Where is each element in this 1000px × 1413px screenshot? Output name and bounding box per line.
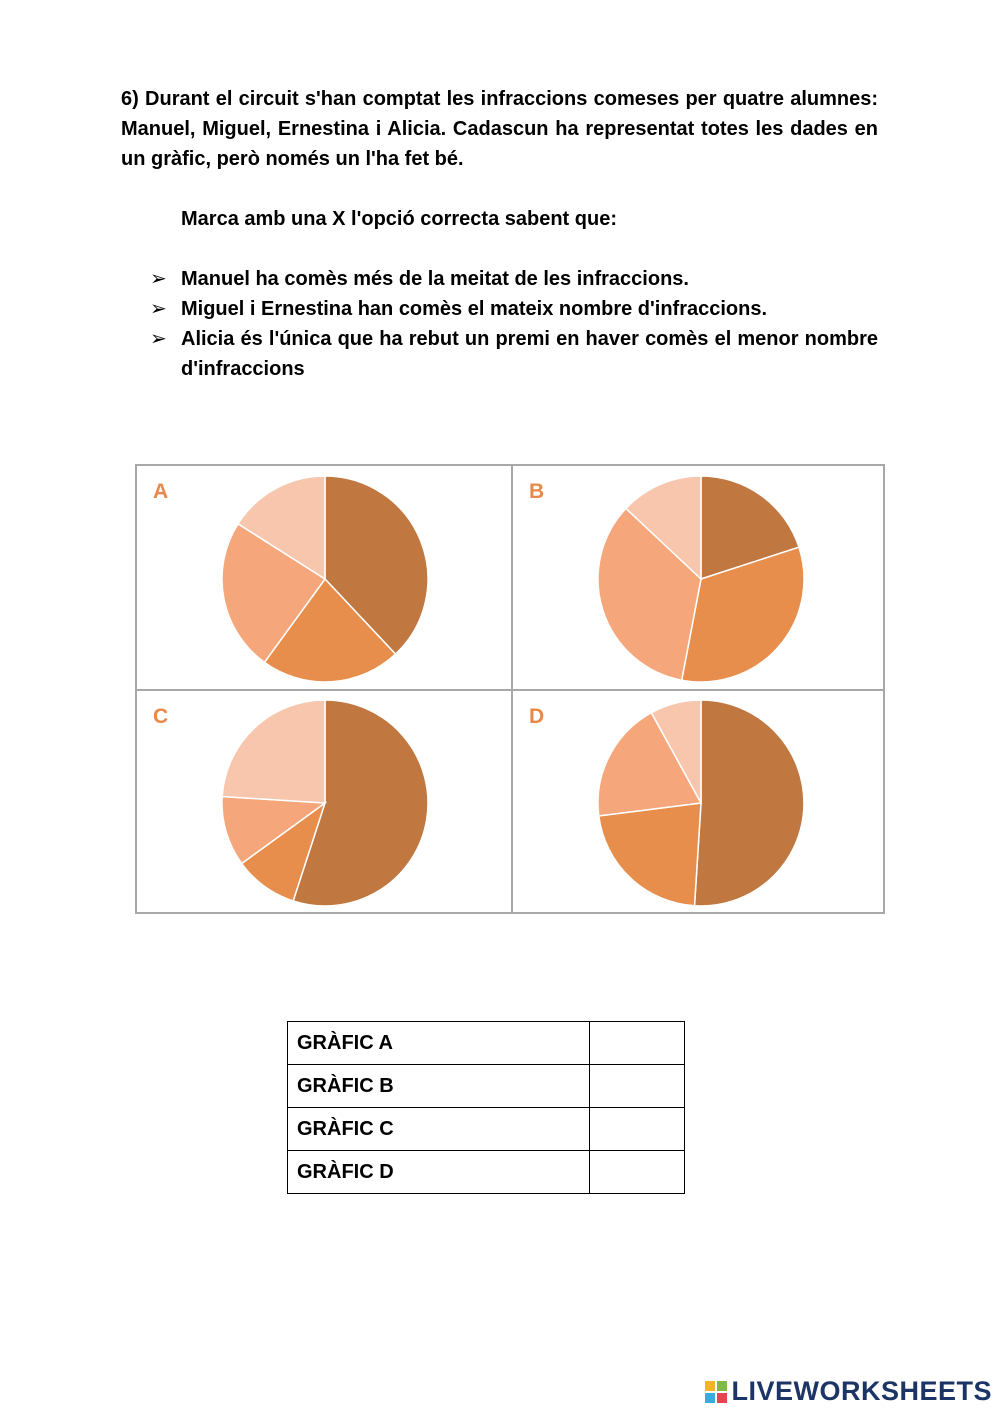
condition-list <box>150 264 878 384</box>
instruction-text: Marca amb una X l'opció correcta sabent que: <box>181 208 617 230</box>
answer-label: GRÀFIC B <box>288 1065 590 1108</box>
table-row <box>288 1022 685 1065</box>
pie-chart-grid <box>135 464 885 914</box>
condition-text: Miguel i Ernestina han comès el mateix nombre d'infraccions. <box>181 298 768 320</box>
chart-c-panel <box>137 691 511 914</box>
pie-chart-d <box>513 691 887 914</box>
list-item <box>150 264 878 294</box>
arrow-bullet-icon: ➢ <box>150 328 167 350</box>
answer-box-d[interactable] <box>590 1151 685 1194</box>
pie-chart-a <box>137 466 511 689</box>
table-row <box>288 1065 685 1108</box>
list-item <box>150 324 878 384</box>
list-item <box>150 294 878 324</box>
logo-square <box>705 1393 715 1403</box>
brand-text: LIVEWORKSHEETS <box>731 1376 992 1406</box>
table-row <box>288 1108 685 1151</box>
liveworksheets-logo <box>705 1376 992 1407</box>
answer-box-c[interactable] <box>590 1108 685 1151</box>
chart-d-panel <box>513 691 887 914</box>
answer-label: GRÀFIC C <box>288 1108 590 1151</box>
answer-table <box>287 1021 685 1194</box>
logo-square <box>705 1381 715 1391</box>
logo-squares-icon <box>705 1381 727 1403</box>
condition-text: Manuel ha comès més de la meitat de les infraccions. <box>181 268 689 290</box>
logo-square <box>717 1393 727 1403</box>
logo-square <box>717 1381 727 1391</box>
answer-label: GRÀFIC D <box>288 1151 590 1194</box>
pie-d-slice-2 <box>599 803 701 906</box>
pie-chart-b <box>513 466 887 689</box>
arrow-bullet-icon: ➢ <box>150 268 167 290</box>
pie-chart-c <box>137 691 511 914</box>
arrow-bullet-icon: ➢ <box>150 298 167 320</box>
question-text: 6) Durant el circuit s'han comptat les infraccions comeses per quatre alumnes: Manuel, Miguel, Ernestina i Alicia. Cadascun ha representat totes les dades en un gràfic, però només un l'ha fet bé. <box>121 88 878 170</box>
chart-a-label: A <box>153 480 169 503</box>
pie-c-slice-4 <box>222 700 325 803</box>
chart-d-label: D <box>529 705 545 728</box>
answer-label: GRÀFIC A <box>288 1022 590 1065</box>
chart-a-panel <box>137 466 511 689</box>
chart-c-label: C <box>153 705 169 728</box>
chart-b-label: B <box>529 480 545 503</box>
chart-b-panel <box>513 466 887 689</box>
table-row <box>288 1151 685 1194</box>
answer-box-a[interactable] <box>590 1022 685 1065</box>
condition-text: Alicia és l'única que ha rebut un premi en haver comès el menor nombre d'infraccions <box>181 328 878 380</box>
answer-box-b[interactable] <box>590 1065 685 1108</box>
pie-d-slice-1 <box>695 700 804 906</box>
